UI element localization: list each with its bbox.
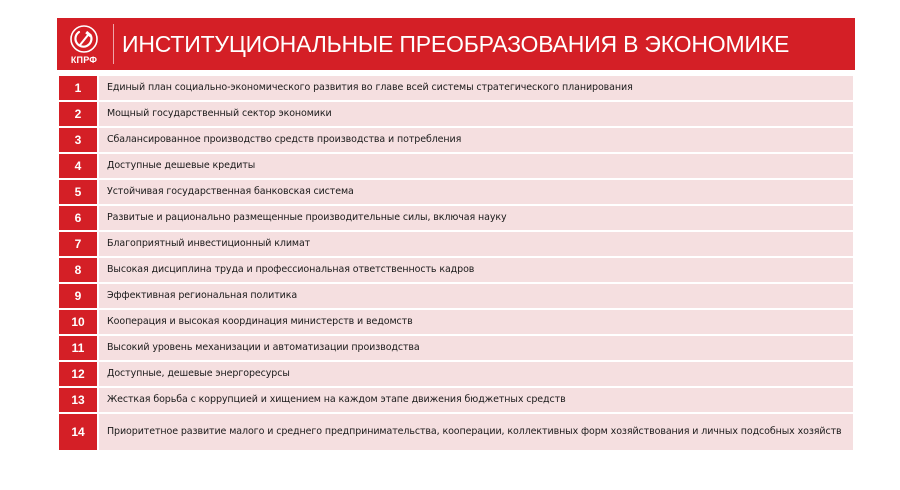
- row-number: 2: [59, 102, 97, 126]
- header-divider: [113, 24, 114, 64]
- row-text: Доступные дешевые кредиты: [99, 154, 853, 178]
- row-number: 12: [59, 362, 97, 386]
- table-row: [59, 258, 853, 282]
- row-text: Жесткая борьба с коррупцией и хищением на каждом этапе движения бюджетных средств: [99, 388, 853, 412]
- row-text: Сбалансированное производство средств производства и потребления: [99, 128, 853, 152]
- row-number: 1: [59, 76, 97, 100]
- row-text: Благоприятный инвестиционный климат: [99, 232, 853, 256]
- table-row: [59, 388, 853, 412]
- row-number: 8: [59, 258, 97, 282]
- row-number: 7: [59, 232, 97, 256]
- table-row: [59, 362, 853, 386]
- row-text: Высокая дисциплина труда и профессиональная ответственность кадров: [99, 258, 853, 282]
- logo-text: КПРФ: [70, 54, 98, 65]
- header-banner: [57, 18, 855, 70]
- page-title: ИНСТИТУЦИОНАЛЬНЫЕ ПРЕОБРАЗОВАНИЯ В ЭКОНОМИКЕ: [122, 31, 790, 57]
- row-number: 9: [59, 284, 97, 308]
- table-row: [59, 180, 853, 204]
- row-number: 6: [59, 206, 97, 230]
- table-row: [59, 154, 853, 178]
- row-text: Эффективная региональная политика: [99, 284, 853, 308]
- table-row: [59, 128, 853, 152]
- kprf-logo: [59, 18, 109, 70]
- row-text: Единый план социально-экономического развития во главе всей системы стратегического планирования: [99, 76, 853, 100]
- row-number: 3: [59, 128, 97, 152]
- row-text: Высокий уровень механизации и автоматизации производства: [99, 336, 853, 360]
- hammer-sickle-icon: [69, 24, 99, 54]
- table-row: [59, 206, 853, 230]
- transformations-table: [59, 76, 853, 452]
- table-row: [59, 232, 853, 256]
- row-number: 10: [59, 310, 97, 334]
- table-row: [59, 336, 853, 360]
- row-text: Устойчивая государственная банковская система: [99, 180, 853, 204]
- row-text: Приоритетное развитие малого и среднего предпринимательства, кооперации, коллективных форм хозяйствования и личных подсобных хозяйств: [99, 414, 853, 450]
- row-number: 13: [59, 388, 97, 412]
- row-number: 14: [59, 414, 97, 450]
- table-row: [59, 284, 853, 308]
- row-text: Мощный государственный сектор экономики: [99, 102, 853, 126]
- table-row: [59, 310, 853, 334]
- row-text: Доступные, дешевые энергоресурсы: [99, 362, 853, 386]
- table-row: [59, 76, 853, 100]
- row-number: 4: [59, 154, 97, 178]
- row-text: Развитые и рационально размещенные производительные силы, включая науку: [99, 206, 853, 230]
- row-text: Кооперация и высокая координация министерств и ведомств: [99, 310, 853, 334]
- row-number: 5: [59, 180, 97, 204]
- table-row: [59, 102, 853, 126]
- table-row: [59, 414, 853, 450]
- row-number: 11: [59, 336, 97, 360]
